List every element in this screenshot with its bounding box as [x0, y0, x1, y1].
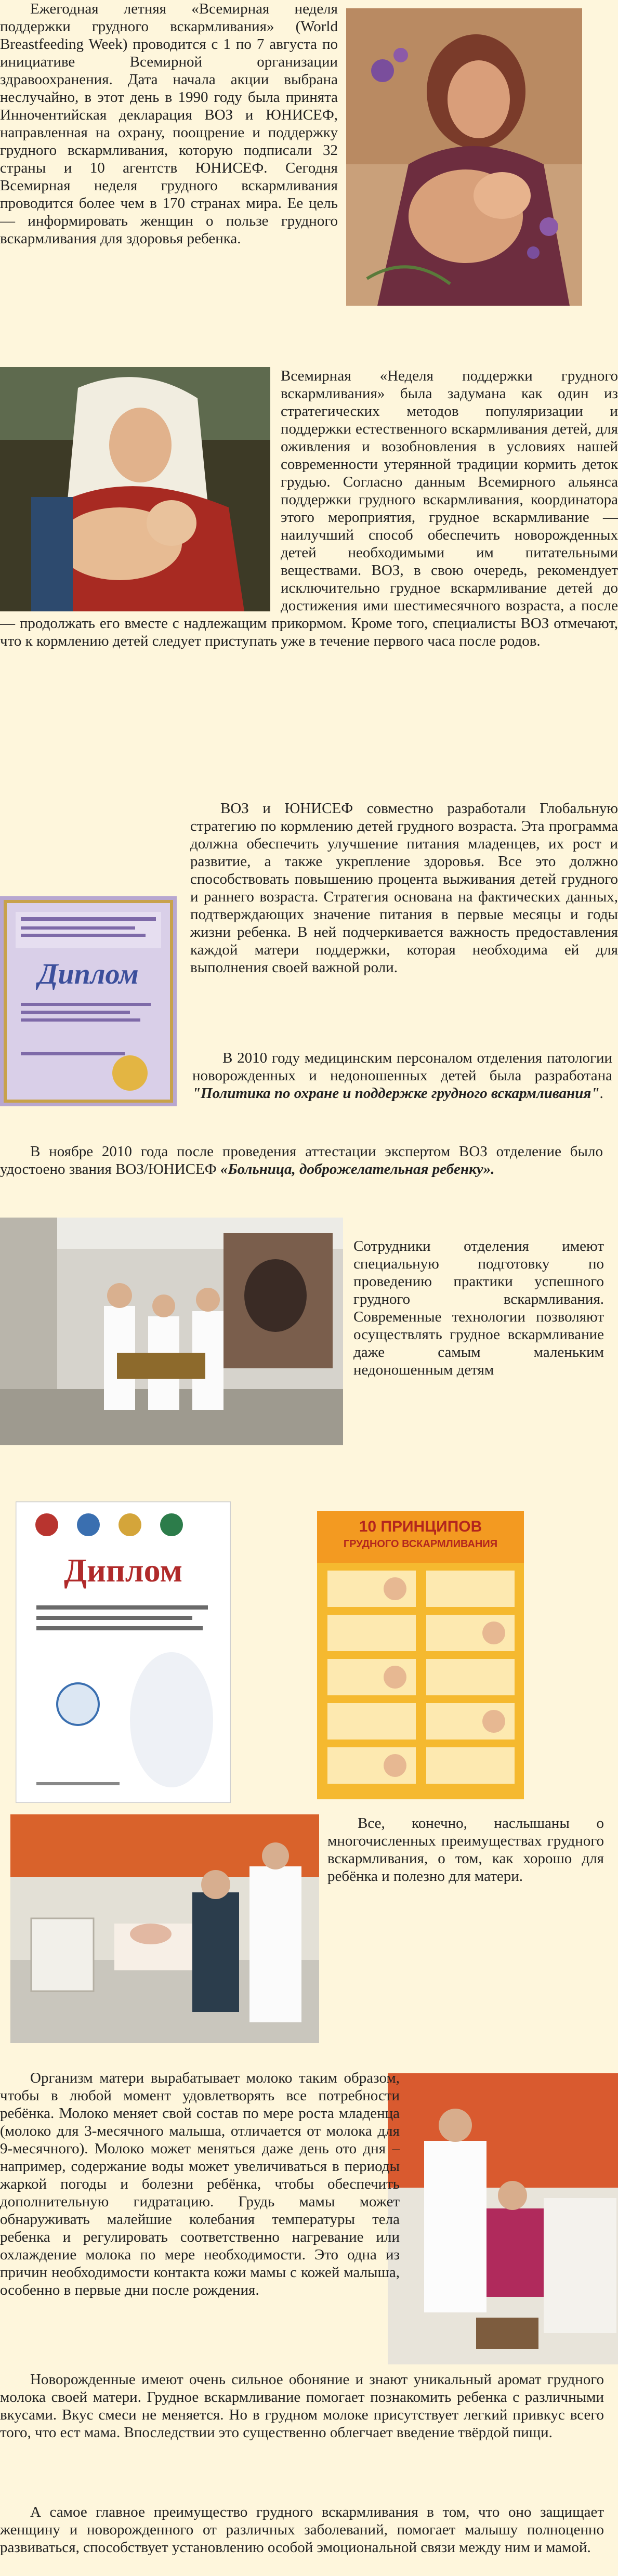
- policy-text-end: .: [599, 1085, 603, 1102]
- paragraph-breastfeeding-week-text: Всемирная «Неделя поддержки грудного вскармливания» была задумана как один из стратегических методов популяризации и поддержки естественного вскармливания детей, для оживления и возобновления в условиях нашей современности утерянной традиции кормить деток грудью. Согласно данным Всемирного альянса поддержки грудного вскармливания, координатора этого мероприятия, грудное вскармливание — наилучший способ обеспечить новорожденных детей необходимыми им питательными веществами. ВОЗ, в свою очередь, рекомендует исключительно грудное вскармливание детей до достижения ими шестимесячного возраста, а после — продолжать его вместе с надлежащим прикормом. Кроме того, специалисты ВОЗ отмечают, что к кормлению детей следует приступать уже в течение первого часа после родов.: [0, 368, 618, 649]
- certification-text: В ноябре 2010 года после проведения аттестации экспертом ВОЗ отделение было удостоено звания ВОЗ/ЮНИСЕФ: [0, 1143, 603, 1178]
- paragraph-advantages: Все, конечно, наслышаны о многочисленных преимуществах грудного вскармливания, о том, как хорошо для ребёнка и полезно для матери.: [327, 1815, 604, 1885]
- paragraph-global-strategy-text: ВОЗ и ЮНИСЕФ совместно разработали Глобальную стратегию по кормлению детей грудного возраста. Эта программа должна обеспечить улучшение питания младенцев, их рост и развитие, а также укрепление здоровья. Все это должно способствовать повышению процента выживания детей грудного и раннего возраста. Стратегия основана на фактических данных, подтверждающих значение питания в первые месяцы и годы жизни ребенка. В ней подчеркивается важность предоставления каждой матери поддержки, которая необходима ей для выполнения своей важной роли.: [190, 800, 618, 976]
- diploma-2-title: Диплом: [63, 1552, 183, 1589]
- paragraph-milk-composition: [0, 1903, 604, 2365]
- paragraph-policy: [192, 1049, 612, 1137]
- diploma-certificate-1: [0, 896, 177, 1106]
- paragraph-intro: Ежегодная летняя «Всемирная неделя поддержки грудного вскармливания» (World Breastfeeding Week) проводится с 1 по 7 августа по инициативе Всемирной организации здравоохранения. Дата начала акции выбрана неслучайно, в этот день в 1990 году была принята Инночентийская декларация ВОЗ и ЮНИСЕФ, направленная на охрану, поощрение и поддержку грудного вскармливания, которую подписали 32 страны и 10 агентств ЮНИСЕФ. Сегодня Всемирная неделя грудного вскармливания проводится более чем в 170 странах мира. Ее цель — информировать женщин о пользе грудного вскармливания для здоровья ребенка.: [0, 1, 338, 247]
- paragraph-smell-taste: Новорожденные имеют очень сильное обоняние и знают уникальный аромат грудного молока своей матери. Грудное вскармливание помогает познакомить ребенка с различными вкусами. Вкус смеси не меняется. Но в грудном молоке присутствует легкий привкус всего того, что ест мама. Впоследствии это существенно облегчает введение твёрдой пищи.: [0, 2371, 604, 2441]
- diploma-1-title: Диплом: [38, 958, 139, 990]
- poster-title-line-1: 10 ПРИНЦИПОВ: [359, 1518, 482, 1535]
- diploma-certificate-2: [16, 1501, 231, 1803]
- paragraph-breastfeeding-week: [0, 367, 618, 799]
- paragraph-certification: [0, 1143, 603, 1210]
- photo-hospital-staff: [0, 1218, 343, 1445]
- paragraph-milk-composition-text: Организм матери вырабатывает молоко таким образом, чтобы в любой момент удовлетворять все потребности ребёнка. Молоко меняет свой состав по мере роста младенца (молоко для 3-месячного малыша, отличается от молока для 9-месячного). Молоко может меняться даже день ото дня – например, содержание воды может увеличиваться в периоды жаркой погоды и болезни ребёнка, чтобы обеспечить дополнительную гидратацию. Грудь мамы может обнаруживать малейшие колебания температуры тела ребенка и регулировать соответственно нагревание или охлаждение молока по мере необходимости. Это одна из причин необходимости контакта кожи мамы с кожей малыша, особенно в первые дни после рождения.: [0, 2070, 400, 2298]
- painting-mother-nursing: [346, 8, 582, 306]
- paragraph-staff-training: Сотрудники отделения имеют специальную подготовку по проведению практики успешного грудного вскармливания. Современные технологии позволяют осуществлять грудное вскармливание даже самым маленьким недоношенным детям: [353, 1238, 604, 1378]
- poster-ten-principles: [317, 1511, 524, 1799]
- paragraph-main-advantage: А самое главное преимущество грудного вскармливания в том, что оно защищает женщину и новорожденного от различных заболеваний, помогает малышу полноценно развиваться, способствует установлению особой эмоциональной связи между ним и мамой.: [0, 2504, 604, 2556]
- certification-title: «Больница, доброжелательная ребенку».: [220, 1161, 495, 1178]
- policy-title: "Политика по охране и поддержке грудного вскармливания": [192, 1085, 600, 1102]
- poster-title-line-2: ГРУДНОГО ВСКАРМЛИВАНИЯ: [343, 1538, 498, 1550]
- policy-text: В 2010 году медицинским персоналом отделения патологии новорожденных и недоношенных детей была разработана: [192, 1050, 612, 1084]
